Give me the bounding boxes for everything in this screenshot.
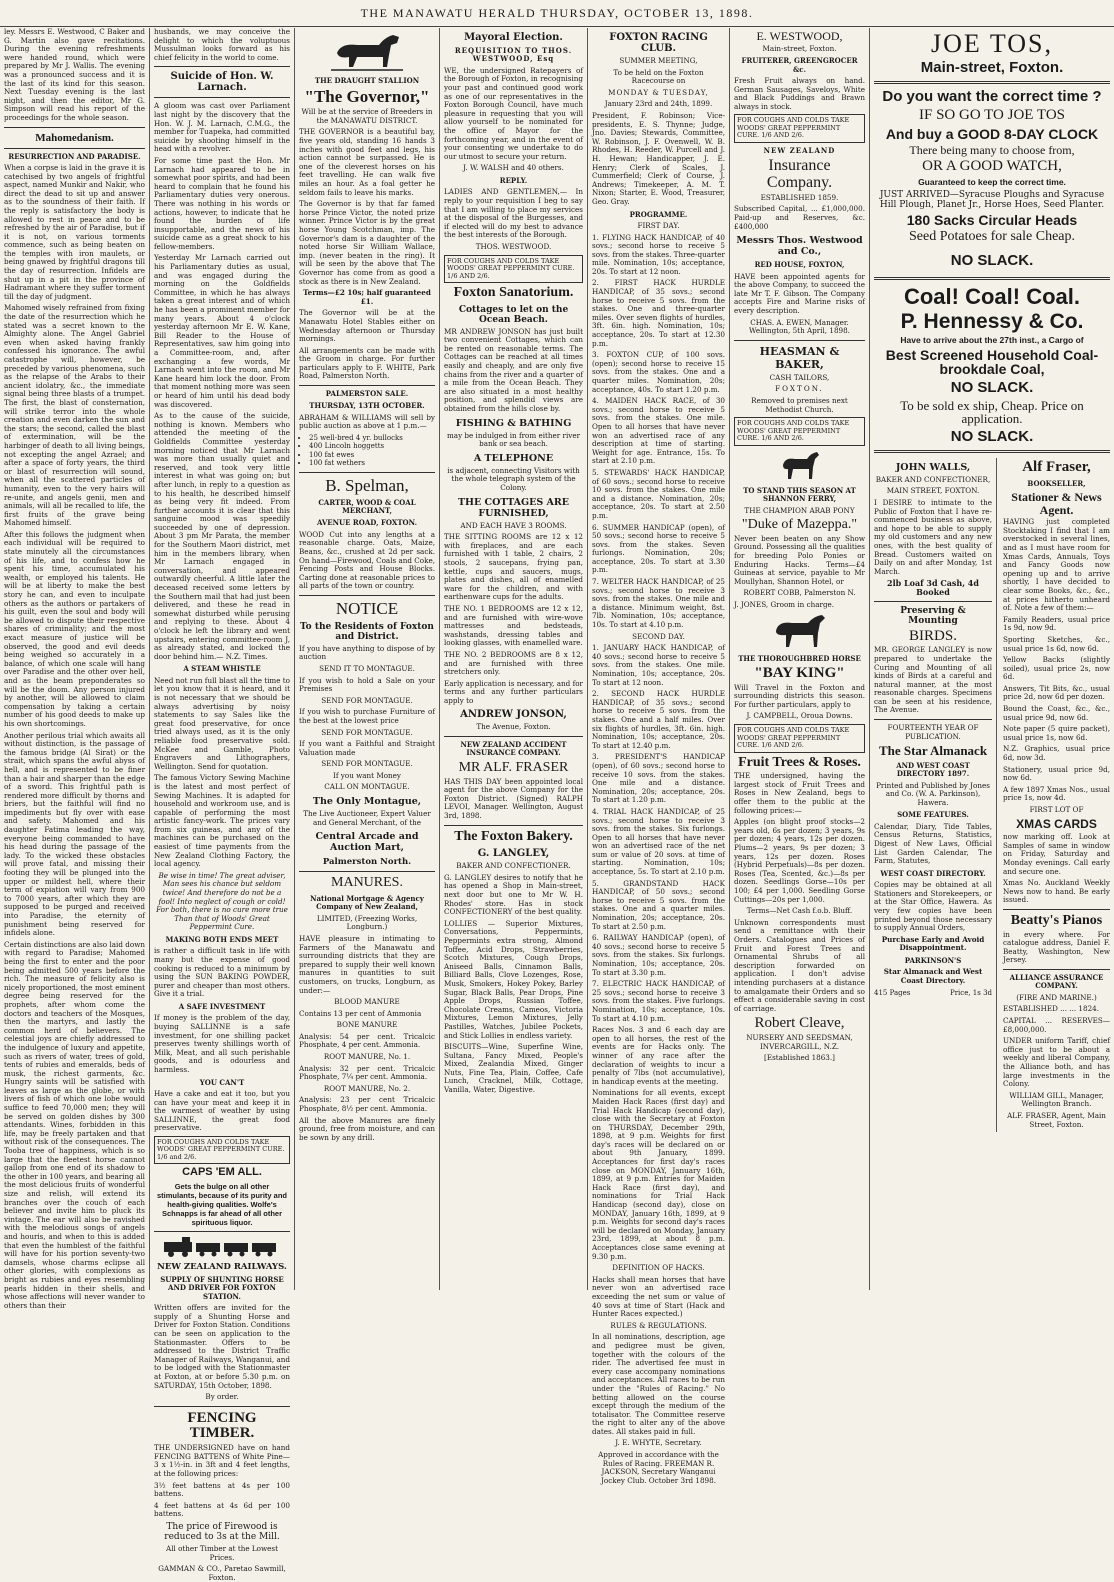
resurrection-subheading: RESURRECTION AND PARADISE. [8,151,141,161]
terms-text: Terms—Net Cash f.o.b. Bluff. [746,906,853,916]
race-event: 2. FIRST HACK HURDLE HANDICAP, of 35 sovs.; second horse to receive 5 sovs. from the stakes. One and three-quarter miles. Over seven flights of hurdles, 3ft. 6in. high. Nomination, 10s; acceptance, 20s. To start at 12.30 p.m. [592,278,725,348]
stallion-heading: THE DRAUGHT STALLION [314,76,420,85]
notice-line: If you wish to hold a Sale on your Premises [299,675,435,694]
thoroughbred-heading: THE THOROUGHBRED HORSE [738,653,861,663]
jonson-name: ANDREW JONSON, [460,709,567,721]
xmas-cards-heading: XMAS CARDS [1016,816,1097,831]
race-event: 6. RAILWAY HANDICAP (open), of 40 sovs.; second horse to receive 5 sovs. from the stakes. Six furlongs. Nomination, 10s; acceptance, 20s. To start at 3.30 p.m. [592,933,725,977]
no-slack: NO SLACK. [950,428,1034,446]
article-paragraph: Mahomed wisely refrained from fixing the date of the resurrection which he stated was a secret known to the Almighty alone. The Angel Gabriel even when asked having frankly confessed his ignorance. The awful catastrophe will, however, be preceded by various phenomena, such as the relapse of the Arabs to their ancient idolatry, &c., the immediate signal being three blasts of a trumpet. The first, the blast of consternation, will strike terror into the whole creation and even darken the sun and the stars; the second, called the blast of extermination, will be the harbinger of death to all living beings, not excepting the angel Azrael; and after a space of forty years, the third or blast of resurrection will sound, when all the scattered particles of humanity, even to the very hairs will re-unite, and angels genii, men and animals, will all be recalled to life, the first fruits of the grave being Mahomed himself. [4,303,145,528]
race-event: 4. MAIDEN HACK RACE, of 30 sovs.; second horse to receive 5 sovs. from the stakes. One mile. Open to all horses that have never won an advertised race of any description at time of starting. Weight for age. Entrance, 15s. To start at 2.10 p.m. [592,396,725,466]
cottages-text: Early application is necessary, and for terms and any further particulars apply to [444,678,583,705]
notice-line: SEND FOR MONTAGUE. [321,727,413,737]
races-note: Races Nos. 3 and 6 each day are open to all horses, the rest of the events are for Hacks only. The winner of any race after the declaration of weights to incur a penalty of 7lbs (not accumulative), in handicap events at the meeting. [592,1025,725,1086]
nma-heading: National Mortgage & Agency Company of New Zealand, [310,893,424,912]
draught-horse-illustration [327,31,407,73]
fruit-text: Fresh Fruit always on hand. German Sausages, Saveloys, White and Black Puddings and Brawn always in stock. [734,76,865,111]
montague-town: Palmerston North. [322,857,412,868]
woods-ad: FOR COUGHS AND COLDS TAKE WOODS' GREAT PEPPERMINT CURE. 1/6 AND 2/6. [734,417,865,446]
manure-text: Analysis: 54 per cent. Tricalcic Phosphate, 4 per cent. Ammonia. [299,1031,435,1050]
established: ESTABLISHED 1859. [760,192,839,202]
spelman-address: AVENUE ROAD, FOXTON. [316,518,418,528]
telephone-heading: A TELEPHONE [473,452,554,464]
definition-text: Hacks shall mean horses that have never won an advertised race exceeding the net sum or value of 40 sovs at time of Start (Hack and Hunter Races expected.) [592,1274,725,1319]
race-event: 1. FLYING HACK HANDICAP, of 40 sovs.; second horse to receive 5 sovs. from the stakes. Three-quarter mile. Nomination, 10s; acceptance, 20s. To start at 12 noon. [592,232,725,276]
column-2 [150,27,295,1582]
thoroughbred-illustration [770,613,830,651]
article-paragraph: If money is the problem of the day, buying SALLINNE is a safe investment, for one shilling packet preserves twenty shillings worth of Milk, Meat, and all such perishable goods, and is odourless and harmless. [154,1013,290,1074]
cottages-text: THE NO. 1 BEDROOMS are 12 x 12, and are furnished with wire-wove mattresses and bedsteads, washstands, dressing tables and looking glasses, with enamelled ware. [444,603,583,648]
requisition-heading: REQUISITION TO THOS. WESTWOOD, Esq [454,46,573,64]
walls-sub: BAKER AND CONFECTIONER, [875,474,991,484]
pony-illustration [777,449,823,483]
alf-item: Sporting Sketches, &c., usual price 1s 6d, now 6d. [1003,634,1110,653]
stationer-heading: Stationer & News Agent. [1011,490,1102,517]
manure-text: Contains 13 per cent of Ammonia [299,1008,422,1018]
fencing-sign: GAMMAN & CO., Paretao Sawmill, Foxton. [158,1564,286,1582]
verse: Be wise in time! The great adviser, Man sees his chance but seldom twice! And therefore do not be a fool! Into neglect of cough or cold! For both, there is no cure more true Than that of Woods' Great Peppermint Cure. [156,870,288,932]
langley-sub: BAKER AND CONFECTIONER. [456,861,571,871]
race-event: 5. STEWARDS' HACK HANDICAP, of 60 sovs.; second horse to receive 10 sovs. from the stakes. One mile and a distance. Nomination, 20s; acceptance, 20s. To start at 2.50 p.m. [592,467,725,520]
woods-ad: FOR COUGHS AND COLDS TAKE WOODS' GREAT PEPPERMINT CURE. 1/6 AND 2/6. [734,724,865,753]
article-paragraph: When a corpse is laid in the grave it is catechised by two angels of frightful aspect, named Munkir and Nakir, who direct the dead to sit up and answer as to the soundness of their faith. If the reply is satisfactory the body is allowed to rest in peace and to be refreshed by the air of Paradise, but if it is not, on various torments commence, such as being beaten on the temples with iron maulets, or being gnawed by frightful dragons till the day of resurrection. Infidels are shut up in a pit in the province of Hadramant where they suffer torment till the day of judgment. [4,162,145,301]
preserving-heading: Preserving & Mounting [900,605,966,626]
article-paragraph: Another perilous trial which awaits all without distinction, is the passage of the famous bridge (Al Sirat) or the strait, which spans the awful abyss of hell, and is represented to be finer than a hair and sharper than the edge of a sword. This frightful path is rendered more difficult by thorns and briers, but the faithful will find no impediments but fly over with ease and safety. Mahomed and his daughter Fatima leading the way, everyone being commanded to have his head during the passage of the lady. To the wicked these obstacles will prove fatal, and missing their footing they will be plunged into the upper or mildest hell, where their term of expiation will vary from 900 to 7000 years, after which they are supposed to be purged and received into Paradise, the eternity of punishment being reserved for infidels alone. [4,730,145,938]
features-text: Calendar, Diary, Tide Tables, Census Returns, Statistics, Digest of New Laws, Official List Garden Calendar, The Farm, Statutes, [874,821,992,866]
walls-address: MAIN STREET, FOXTON. [886,486,980,496]
sale-text: ABRAHAM & WILLIAMS will sell by public auction as above at 1 p.m.— [299,412,435,431]
notice-line: CALL ON MONTAGUE. [324,782,410,792]
sale-item: • 100 fat wethers [309,459,435,467]
rules-text: In all nominations, description, age and pedigree must be given, together with the colours of the rider. The advertised fee must in every case accompany nominations and acceptances. All races to be run under the "Rules of Racing." No betting allowed on the course except through the medium of the totalisator. The Committee reserve the right to alter any of the above dates. All stakes paid in full. [592,1332,725,1436]
beatty-heading: Beatty's Pianos [1010,912,1103,928]
fishing-heading: FISHING & BATHING [455,417,572,429]
mayoral-heading: Mayoral Election. [464,32,563,43]
if-so: IF SO GO TO JOE TOS [918,106,1065,123]
alf-item: Bound the Coast, &c., &c., usual price 9d, now 6d. [1003,704,1110,722]
heasman-sub: CASH TAILORS, [769,372,830,382]
bayking-heading: "BAY KING" [754,664,845,681]
fencing-heading: FENCING TIMBER. [187,1409,257,1442]
article-paragraph: husbands, we may conceive the delight to which the voluptuous Mussulman looks forward as his chief felicity in the world to come. [154,27,290,62]
prices-text: Apples (on blight proof stocks—2 years old, 6s per dozen; 3 years, 9s per dozen; 4 years, 12s per dozen. Plums—2 years, 9s per dozen; 3 years, 12s per dozen. Roses (Hybrid Perpetuals)—8s per dozen. Roses (Tea, Scented, &c.)—8s per dozen. Seedlings Gorse—10s per 100; £4 per 1,000. Seedling Gorse Cuttings—20s per 1,000. [734,817,865,904]
ewen-sign: CHAS. A. EWEN, Manager. Wellington, 5th April, 1898. [749,317,850,336]
summer-text: To be held on the Foxton Racecourse on [613,67,704,86]
first-lot: FIRST LOT OF [1029,805,1084,814]
article-paragraph: Certain distinctions are also laid down with regard to Paradise; Mahomed being the first to enter and the poor being admitted 500 years before the rich. The measure of felicity also is nicely proportioned, the most eminent degree being reserved for the prophets, after whom come the doctors and teachers of the Mosques, then the martyrs, and lastly the common herd of believers. The celestial joys are chiefly addressed to the indulgence of luxury and appetite, such as rivers of water, trees of gold, tents of rubies and emeralds, beds of musk, the richest garments, &c. Hungry saints will be satisfied with leaves as large as the globe, or with livers of fish of which one lobe would suffice to feed 70,000 men; they will be served on golden dishes by 300 attendants. Wines, forbidden in this life, may be freely partaken and that without risk of the consequences. The Tooba tree of happiness, which is so large that the fleetest horse cannot gallop from one end of its shadow to the other in 100 years, and bearing all the most delicious fruits of wonderful size and relish, will extend its branches over the couch of each believer and invite him to pluck its vintage. The ear will also be ravished with the melodious songs of angels and houris, and when to this is added that even the humblest of the faithful will have for his portion seventy-two damsels, whose charms eclipse all other glories, with complexions as bright as rubies and eyes resembling pearls hidden in their shells, and whose affections will never wander to others than their [4,939,145,1310]
arrive-text: Have to arrive about the 27th inst., a Cargo of [900,334,1084,345]
sale-item: • 100 fat ewes [309,451,435,459]
larnach-heading: Suicide of Hon. W. Larnach. [170,71,274,94]
choose-text: There being many to choose from, [909,143,1075,158]
article-paragraph: Have a cake and eat it too, but you can have your meat and keep it in the warmest of weather by using SALLINNE, the great food preservative. [154,1088,290,1133]
masthead [0,0,1114,27]
alliance-heading: ALLIANCE ASSURANCE COMPANY. [1009,973,1104,991]
train-illustration [162,1236,282,1258]
definition-heading: DEFINITION OF HACKS. [612,1263,705,1273]
mazeppa-text: Never been beaten on any Show Ground. Possessing all the qualities for breeding Polo Ponies or Enduring Hacks. Terms—£4 Guineas at service, payable to Mr Moullyhan, Shannon Hotel, or [734,533,865,586]
fencing-price: 3½ feet battens at 4s per 100 battens. [154,1480,290,1499]
pages-count: 415 Pages [874,988,911,997]
manure-name: BLOOD MANURE [334,997,400,1007]
sold-text: To be sold ex ship, Cheap. Price on application. [900,397,1084,427]
redhouse-text: HAVE been appointed agents for the above Company, to succeed the late Mr T. F. Gibson. The Company accepts Fire and Marine risks of every description. [734,271,865,316]
spelman-text: WOOD Cut into any lengths at a reasonable charge. Oats, Maize, Beans, &c., crushed at 2d per sack. On hand—Firewood, Coals and Coke, Fencing Posts and House Blocks. Carting done at reasonable prices to all parts of the town or country. [299,529,435,591]
alf-item: Answers, Tit Bits, &c., usual price 2d, now 6d per dozen. [1003,683,1110,702]
bayking-text: Will Travel in the Foxton and surrounding districts this season. For further particulars, apply to [734,682,865,709]
cottages-heading: THE COTTAGES ARE FURNISHED, [457,496,570,519]
notice-line: SEND FOR MONTAGUE. [321,695,413,705]
coal-heading: Coal! Coal! Coal. [903,283,1080,309]
alf-item: Yellow Backs (slightly soiled), usual price 2s, now 6d. [1003,655,1110,682]
manure-text: Analysis: 32 per cent. Tricalcic Phosphate, 7¼ per cent. Ammonia. [299,1063,435,1082]
accident-insurance-heading: NEW ZEALAND ACCIDENT INSURANCE COMPANY. [460,740,567,758]
spelman-sub: CARTER, WOOD & COAL MERCHANT, [318,497,416,515]
notice-sub: To the Residents of Foxton and District. [300,621,434,642]
notice-heading: NOTICE [335,598,399,618]
cottages-sub: AND EACH HAVE 3 ROOMS. [460,520,567,530]
watch-text: OR A GOOD WATCH, [922,157,1062,174]
no-slack: NO SLACK. [950,251,1034,269]
stallion-terms: Terms—£2 10s; half guaranteed £1. [303,288,431,306]
arrived-text: JUST ARRIVED—Syracuse Ploughs and Syracuse Hill Plough, Planet Jr., Horse Hoes, Seed Planter. [879,189,1105,210]
mahomedanism-heading: Mahomedanism. [35,131,114,144]
correct-time: Do you want the correct time ? [882,88,1102,106]
jonson-address: The Avenue, Foxton. [476,722,551,732]
mazeppa-heading: "Duke of Mazeppa." [741,517,858,533]
race-event: 7. ELECTRIC HACK HANDICAP, of 25 sovs.; second horse to receive 3 sovs. from the stakes. Five furlongs. Nomination, 10s; acceptance, 10s. To start at 4.10 p.m. [592,979,725,1023]
alf-item: Family Readers, usual price 1s 9d, now 9d. [1003,614,1110,633]
alliance-established: ESTABLISHED ... ... 1824. [1003,1004,1099,1014]
guaranteed-text: Guaranteed to keep the correct time. [918,176,1066,187]
fencing-price: 4 feet battens at 4s 6d per 100 battens. [154,1500,290,1519]
alliance-sub: (FIRE AND MARINE.) [1016,992,1097,1002]
race-event: 6. SUMMER HANDICAP (open), of 50 sovs.; second horse to receive 5 sovs. from the stakes. Seven furlongs. Nomination, 20s; acceptance, 20s. To start at 3.30 p.m. [592,522,725,575]
article-paragraph: is rather a difficult task in life with many but the expense of good cooking is reduced to a minimum by using the SUN BAKING POWDER, purer and cheaper than most others. Give it a trial. [154,946,290,999]
westwood-name: E. WESTWOOD, [756,29,843,43]
stallion-text: All arrangements can be made with the Groom in charge. For further particulars apply to F. WHITE, Park Road, Palmerston North. [299,345,435,381]
column-7 [870,28,1114,1290]
race-event: 1. JANUARY HACK HANDICAP, of 40 sovs.; second horse to receive 5 sovs. from the stakes. One mile. Nomination, 10s; acceptance, 20s. To start at 12 noon. [592,643,725,687]
notice-line: SEND FOR MONTAGUE. [321,759,413,769]
programme-heading: PROGRAMME. [629,209,688,219]
sanatorium-heading: Foxton Sanatorium. [453,285,574,300]
biscuits-text: BISCUITS—Wine, Superfine Wine, Sultana, Fancy Mixed, People's Mixed, Zealandia Mixed, Ginger Nuts, Fine Tea, Plain, Coffee, Cafe Lunch, Cracknel, Milk, Cottage, Vanilla, Water, Digestive. [444,1042,583,1095]
you-cant-heading: YOU CAN'T [199,1077,245,1087]
alf-text: HAVING just completed Stocktaking I find that I am overstocked in several lines, and as I must have room for Xmas Cards, Annuals, Toys and Fancy Goods now opening up and to arrive shortly, I have decided to clear some Books, &c., &c., at prices hitherto unheard of. Note a few of them:— [1003,517,1110,613]
column-5 [588,28,730,1485]
railways-sub: SUPPLY OF SHUNTING HORSE AND DRIVER FOR FOXTON STATION. [160,1274,284,1301]
campbell-sign: J. CAMPBELL, Oroua Downs. [746,711,853,721]
stallion-intro: Will be at the service of Breeders in the MANAWATU DISTRICT. [301,107,433,125]
sale-item: • 25 well-bred 4 yr. bullocks [309,434,435,442]
groom-text: J. JONES, Groom in charge. [734,599,835,609]
notice-line: If you want Money [333,770,401,780]
westwood-address: Main-street, Foxton. [762,43,837,53]
race-event: 3. FOXTON CUP, of 100 sovs. (open); second horse to receive 15 sovs. from the stakes. One and a quarter miles. Nomination, 20s; acceptance, 40s. To start 1.20 p.m. [592,350,725,394]
woods-ad: FOR COUGHS AND COLDS TAKE WOODS' GREAT PEPPERMINT CURE. 1/6 AND 2/6. [444,255,583,284]
cobb-sign: ROBERT COBB, Palmerston N. [743,588,856,598]
arab-text: THE CHAMPION ARAB PONY [744,505,855,515]
heasman-town: FOXTON. [775,384,824,394]
messrs-heading: Messrs Thos. Westwood and Co., [736,235,863,258]
bookseller-heading: BOOKSELLER, [1027,478,1086,488]
parkinsons-heading: PARKINSON'S [904,956,962,966]
beatty-text: in every where. For catalogue address, Daniel F. Beatty, Washington, New Jersey. [1003,929,1110,965]
red-house: RED HOUSE, FOXTON, [754,260,845,270]
safe-investment-heading: A SAFE INVESTMENT [178,1001,266,1011]
alf-heading: Alf Fraser, [1022,458,1091,475]
cottages-text: THE SITTING ROOMS are 12 x 12 with fireplaces, and are each furnished with 1 table, 2 chairs, 2 stools, 2 saucepans, frying pan, kettle, cups and saucers, mugs, plates and dishes, all of enamelled ware for the children, and with earthenware cups for the adults. [444,532,583,602]
cottages-text: THE NO. 2 BEDROOMS are 8 x 12, and are furnished with three stretchers only. [444,649,583,677]
race-event: 2. SECOND HACK HURDLE HANDICAP, of 35 sovs.; second horse to receive 5 sovs. from the stakes. One and a half miles. Over six flights of hurdles, 3ft. 6in. high. Nomination, 10s; acceptance, 20s. To start at 12.40 p.m. [592,689,725,750]
sanatorium-text: MR ANDREW JONSON has just built two convenient Cottages, which can be rented on reasonable terms. The Cottages can be reached at all times easily and cheaply, and are only five chains from the river and a quarter of a mile from the Ocean Beach. They are also situated in a most healthy position, and splendid views are obtained from the hills close by. [444,326,583,414]
manure-text: Analysis: 23 per cent Tricalcic Phosphate, 8½ per cent. Ammonia. [299,1095,435,1114]
star-almanack: Star Almanack and West Coast Directory. [883,967,983,986]
heasman-heading: HEASMAN & BAKER, [759,344,840,371]
fruiterer-heading: FRUITERER, GREENGROCER &c. [741,56,858,74]
montague-text: The Live Auctioneer, Expert Valuer and General Merchant, of the [303,809,431,827]
stallion-text: THE GOVERNOR is a beautiful bay, five years old, standing 16 hands 3 inches with good feet and legs, his action cannot be surpassed. He is one of the cleverest horses on his feet travelling. He can walk five miles an hour. As a foal getter he seldom fails to leave his marks. [299,127,435,197]
sanatorium-sub: Cottages to let on the Ocean Beach. [458,304,569,325]
masthead-text: THE MANAWATU HERALD THURSDAY, OCTOBER 13, 1898. [360,5,754,20]
first-day-heading: FIRST DAY. [637,220,680,230]
fruittrees-text: THE undersigned, having the largest stock of Fruit Trees and Roses in New Zealand, begs to offer them to the public at the following prices:— [734,771,865,815]
features-heading: SOME FEATURES. [897,810,969,820]
sale-list [309,434,435,468]
alf-agent: ALF. FRASER, Agent, Main Street, Foxton. [1007,1110,1106,1129]
requisition-text: WE, the undersigned Ratepayers of the Borough of Foxton, in recognising your past and continued good work as one of our representatives in the Foxton Borough Council, have much pleasure in requesting that you will allow yourself to be nominated for the office of Mayor for the forthcoming year, and in the event of your consenting we undertake to do our utmost to secure your return. [444,65,583,161]
walls-heading: JOHN WALLS, [895,461,971,473]
insurance-heading: Insurance Company. [766,157,833,192]
sale-item: • 400 Lincoln hoggetts [309,442,435,450]
heasman-text: Removed to premises next Methodist Church. [751,396,848,414]
langley-name: G. LANGLEY, [477,848,550,860]
article-paragraph: Need not run full blast all the time to let you know that it is heard, and it is not necessary that we should be always advertising by noisy statements to say Sales like the great food preservative, for once tried always used, as it is the only reliable food preservative sold. McKee and Gamble, Photo Engravers and Lithographers, Wellington. Send for quotation. [154,675,290,771]
almanack-sub: AND WEST COAST DIRECTORY 1897. [896,760,970,779]
bakery-heading: The Foxton Bakery. [454,828,573,844]
joetos-address: Main-street, Foxton. [920,59,1064,77]
alf-item: Note paper (5 quire packet), usual price 1s, now 6d. [1003,724,1110,742]
stand-heading: TO STAND THIS SEASON AT SHANNON FERRY, [743,485,856,504]
capital-text: Subscribed Capital, ... £1,000,000. Paid-up and Reserves, &c. £400,000 [734,204,865,231]
fishing-text: may be indulged in from either river bank or sea beach. [446,430,581,449]
telephone-text: is adjacent, connecting Visitors with the whole telegraph system of the Colony. [447,465,580,492]
secretary-sign: J. E. WHYTE, Secretary. [615,1438,702,1448]
race-event: 4. TRIAL HACK HANDICAP, of 25 sovs.; second horse to receive 3 sovs. from the stakes. Six furlongs. Open to all horses that have never won an advertised race of the net sum or value of 20 sovs. at time of starting. Nomination, 10s; acceptance, 5s. To start at 2.10 p.m. [592,806,725,877]
no-slack: NO SLACK. [950,379,1034,397]
requisition-sign: J. W. WALSH and 40 others. [463,163,564,173]
almanack-price: Price, 1s 3d [949,988,992,997]
sale-date: THURSDAY, 13TH OCTOBER. [309,401,425,411]
cleave-est: [Established 1863.] [764,1053,835,1063]
railways-text: Written offers are invited for the supply of a Shunting Horse and Driver for Foxton Station. Conditions can be seen on application to the Stationmaster. Offers to be addressed to the District Traffic Manager of Railways, Wanganui, and to be lodged with the Stationmaster at Foxton, at or before 5.30 p.m. on SATURDAY, 15th October, 1898. [154,1303,290,1390]
fruit-trees-heading: Fruit Trees & Roses. [738,754,861,770]
firewood-text: The price of Firewood is reduced to 3s at the Mill. [164,1521,280,1542]
notice-line: If you have anything to dispose of by auction [299,643,435,662]
alf-item: N.Z. Graphics, usual price 6d, now 3d. [1003,744,1110,763]
montague-big: Central Arcade and Auction Mart, [315,831,419,854]
reply-text: LADIES AND GENTLEMEN,— In reply to your requisition I beg to say that I am willing to place my services at the disposal of the Burgesses, and if elected will do my best to advance the best interests of the Borough. [444,187,583,240]
woods-ad: FOR COUGHS AND COLDS TAKE WOODS' GREAT PEPPERMINT CURE. 1/6 and 2/6. [154,1136,290,1165]
birds-text: MR. GEORGE LANGLEY is now prepared to undertake the Curing and Mounting of all kinds of Birds at a careful and natural manner, at the most reasonable charges. Specimens can be seen at his residence, The Avenue. [874,645,992,715]
fencing-other: All other Timber at the Lowest Prices. [166,1543,278,1562]
gill-sign: WILLIAM GILL, Manager, Wellington Branch. [1009,1090,1104,1109]
fencing-text: THE UNDERSIGNED have on hand FENCING BATTENS of White Pine—3 x 1½-in. in 3ft and 4 feet lengths, at the following prices: [154,1443,290,1478]
steam-whistle-heading: A STEAM WHISTLE [183,664,261,674]
almanack-heading: The Star Almanack [878,743,988,759]
directory-heading: WEST COAST DIRECTORY. [880,868,986,878]
caps-heading: CAPS 'EM ALL. [182,1166,262,1179]
manure-name: ROOT MANURE, No. 2. [323,1083,411,1093]
langley-text: G. LANGLEY desires to notify that he has opened a Shop in Main-street, next door but one to Mr W. H. Rhodes' store. Has in stock CONFECTIONERY of the best quality. [444,872,583,917]
nz-heading: NEW ZEALAND [763,145,836,155]
column-6 [730,28,870,1290]
racing-heading: FOXTON RACING CLUB. [609,32,708,54]
xmas-text: Xmas No. Auckland Weekly News now to hand. Be early issued. [1003,878,1110,905]
fraser-text: HAS THIS DAY been appointed local agent for the above Company for the Foxton District. (Signed) RALPH LEVOI, Manager. Wellington, August 3rd, 1898. [444,776,583,820]
nominations-text: Nominations for all events, except Maiden Hack Races (first day) and Trial Hack Handicap (second day), close with the Secretary at Foxton on THURSDAY, December 29th, 1898, at 9 p.m. Weights for first day's races will be declared on or about 9th January, 1899. Acceptances for first day's races close on MONDAY, January 16th, 1899, at 9 p.m. Entries for Maiden Hack Race (first day), and nominations for Trial Hack Handicap (second day), close on MONDAY, January 16th, 1899, at 9 p.m. Weights for second day's races will be declared on Monday, January 23rd, 1899, at about 8 p.m. Acceptances close same evening at 9.30 p.m. [592,1088,725,1261]
railways-heading: NEW ZEALAND RAILWAYS. [157,1261,287,1272]
notice-line: If you wish to purchase Furniture of the best at the lowest price [299,707,435,725]
stallion-text: The Governor will be at the Manawatu Hotel Stables either on Wednesday afternoon or Thursday mornings. [299,308,435,344]
stallion-text: The Governor is by that far famed horse Prince Victor, the noted prize winner. Prince Victor is by the great horse Young Scotchman, imp. The Governor's dam is a daughter of the noted horse Sir William Wallace, imp. (never beaten in the ring). It will be seen by the above that The Governor has come from as good a stock as there is in New Zealand. [299,199,435,286]
rules-heading: RULES & REGULATIONS. [610,1320,707,1330]
fourteenth-year: FOURTEENTH YEAR OF PUBLICATION. [887,723,979,741]
reply-sign: THOS. WESTWOOD. [475,241,552,251]
almanack-publisher: Printed and Published by Jones and Co. (W. A. Parkinson), Hawera. [876,780,990,807]
unknown-text: Unknown correspondents must send a remittance with their Orders. Catalogues and Prices of Fruit and Forest Trees and Ornamental Shrubs of all description forwarded on application. I don't advise intending purchasers at a distance to amalgamate their Orders and so effect a considerable saving in cost of carriage. [734,917,865,1013]
purchase-text: Purchase Early and Avoid Disappointment. [881,934,985,953]
article-paragraph: After this follows the judgment when each individual will be required to state minutely all the circumstances of his life, and to confess how he spent his time, accumulated his wealth, or employed his talents. He will be at liberty to make the best story he can, and even to inculpate others as the authors or partakers of his guilt, even the soul and body will be allowed to dispute their respective shares of criminality; and the most exact measure of justice will be observed, the good and evil deeds being weighed so accurately in a balance, of which one scale will hang over Paradise and the other over hell, and as the beam preponderates so will be the doom. Any person injured by another, will be allowed to claim compensation by taking a certain number of his good deeds to make up his own shortcomings. [4,529,145,728]
column-1 [0,27,150,1310]
officials-text: President, F. Robinson; Vice-presidents, E. S. Thynne; Judge, Jno. Davies; Stewards, Committee, W. Robinson, J. F. Ovenwell, W. B. Rhodes, H. Reeder, W. Purcell and J. H. Hewan; Handicapper, J. E. Henry; Clerk of Scales, J. Cummerfield; Clerk of Course, J. Andrews; Timekeeper, A. M. T. Nixon; Starter, E. Wood, Treasurer, Geo. Gray. [592,110,725,206]
screened-text: Best Screened Household Coal- brookdale Coal, [885,346,1099,378]
article-paragraph: Yesterday Mr Larnach carried out his Parliamentary duties as usual, and was engaged during the morning on the Goldfields Committee, in which he has always taken a great interest and of which he has been a prominent member for many years. About 4 o'clock yesterday afternoon Mr E. W. Kane, Bill Reader to the House of Representatives, saw him going into a Committee-room, and, after exchanging a few words, Mr Larnach went into the room, and Mr Kane heard him lock the door. From that moment nothing more was seen or heard of him until his dead body was discovered. [154,253,290,409]
fraser-heading: MR ALF. FRASER [458,759,569,775]
sale-heading: PALMERSTON SALE. [325,389,409,399]
cleave-heading: Robert Cleave, [754,1015,845,1032]
alf-item: Stationery, usual price 9d, now 6d. [1003,764,1110,783]
ends-meet-heading: MAKING BOTH ENDS MEET [165,935,279,944]
stallion-name: "The Governor," [304,87,430,107]
column-1-intro: ley. Messrs E. Westwood, C Baker and G. Martin also gave recitations. During the evening refreshments were handed round, which were prepared by Mr J. Wallis. The evening was a pronounced success and it is the last of its kind for this season. Next Tuesday evening is the last night, and then the editor, Mr G. Simpson will read his report of the proceedings for the whole season. [4,27,145,122]
railways-sign: By order. [205,1392,239,1402]
manure-name: ROOT MANURE, No. 1. [323,1052,411,1062]
alf-item: A few 1897 Xmas Nos., usual price 1s, now 4d. [1003,784,1110,803]
article-paragraph: As to the cause of the suicide, nothing is known. Members who attended the meeting of the Goldfields Committee yesterday morning noticed that Mr Larnach was more than usually quiet and reserved, and took very little interest in what was going on; but after lunch, in reply to a question as to his health, he described himself as being very fit indeed. From further accounts it is clear that this sanguine mood was speedily succeeded by one of depression. About 3 pm Mr Parata, the member for the Southern Maori district, met him in the members library, when Mr Larnach engaged in conversation, and appeared outwardly cheerful. A little later the deceased received some letters by the Southern mail that had just been delivered, and these he read in somewhat disturbed while perusing and replying to these. About 4 o'clock he left the library and went upstairs, entering committee-room J, as already stated, and locked the door behind him.— N.Z. Times. [154,411,290,661]
clock-text: And buy a GOOD 8-DAY CLOCK [885,125,1099,142]
lollies-text: LOLLIES — Superior Mixtures, Conversations, Peppermints, Peppermints extra strong, Almond Toffee, Acid Drops, Strawberries, Scotch Mixtures, Cough Drops, Aniseed Balls, Cinnamon Balls, Billiard Balls, Clove Lozenges, Rose, Musk, Smokers, Hokey Pokey, Barley Sugar, Black Balls, Pear Drops, Pine Apple Drops, Russian Toffee, Chocolate Creams, Cameos, Victoria Mixtures, Lemon Mixtures, Jelly Pastilles, Watches, Jubilee Pockets, and Stick Lollies in endless variety. [444,918,583,1040]
hennessy-heading: P. Hennessy & Co. [900,309,1084,333]
directory-text: Copies may be obtained at all Stationers and Storekeepers, or at the Star Office, Hawera. As very few copies have been printed beyond those necessary to supply Annual Orders, [874,880,992,933]
birds-heading: BIRDS. [909,627,957,644]
column-3 [295,28,440,1290]
manure-name: BONE MANURE [336,1020,398,1030]
race-dates: January 23rd and 24th, 1899. [604,99,713,109]
race-event: 5. GRANDSTAND HACK HANDICAP, of 50 sovs.; second horse to receive 5 sovs. from the stakes. One and a quarter miles. Nomination, 20s; acceptance, 20s. To start at 2.50 p.m. [592,878,725,931]
article-paragraph: For some time past the Hon. Mr Larnach had appeared to be in somewhat poor spirits, and had been heard to complain that he found his Parliamentary duties very onerous. There was nothing in his words or actions, however, to indicate that he found the burden of life insupportable, and the news of his suicide came as a great shock to his fellow-members. [154,155,290,251]
column-4 [440,28,588,1290]
nma-text: HAVE pleasure in intimating to Farmers of the Manawatu and surrounding districts that they are prepared to supply their well known manures in quantities to suit customers, on trucks, Longburn, as under:— [299,933,435,995]
notice-line: SEND IT TO MONTAGUE. [319,663,415,673]
woods-ad: FOR COUGHS AND COLDS TAKE WOODS' GREAT PEPPERMINT CURE. 1/6 AND 2/6. [734,114,865,143]
xmas-text: now marking off. Look at Samples of same in window on Friday, Saturday and Monday evenings. Call early and secure one. [1003,832,1110,876]
race-event: 3. PRESIDENT'S HANDICAP (open), of 60 sovs.; second horse to receive 10 sovs. from the stakes. One mile and a distance. Nomination, 20s; acceptance, 20s. To start at 1.20 p.m. [592,752,725,805]
alliance-capital: CAPITAL ... RESERVES— £8,000,000. [1003,1016,1110,1034]
sacks-text: 180 Sacks Circular Heads [906,211,1078,228]
loaf-price: 2lb Loaf 3d Cash, 4d Booked [887,578,979,597]
walls-text: I DESIRE to intimate to the Public of Foxton that I have re-commenced business as above, and hope to be able to supply my old customers and any new ones, with the best quality of Bread. Customers waited on Daily on and after Monday, 1st March. [874,498,992,576]
manures-heading: MANURES. [331,875,403,891]
alliance-text: UNDER uniform Tariff, chief office just to be about a weekly and liberal Company, the Alliance both, and has large investments in the Colony. [1003,1036,1110,1089]
reply-heading: REPLY. [499,175,528,185]
summer-heading: SUMMER MEETING, [619,56,698,65]
cleave-sub: NURSERY AND SEEDSMAN, INVERCARGILL, N.Z. [746,1033,853,1051]
approved-text: Approved in accordance with the Rules of Racing. FREEMAN R. JACKSON, Secretary Wanganui Jockey Club. October 3rd 1898. [598,1450,719,1485]
joetos-heading: JOE TOS, [931,29,1053,58]
seed-text: Seed Potatoes for sale Cheap. [908,229,1075,245]
montague-heading: The Only Montague, [312,796,422,808]
caps-text: Gets the bulge on all other stimulants, because of its purity and health-giving qualities. Wolfe's Schnapps is far ahead of all other spirituous liquor. [156,1181,288,1227]
race-days: MONDAY & TUESDAY, [608,87,709,97]
spelman-heading: B. Spelman, [325,475,409,495]
article-paragraph: A gloom was cast over Parliament last night by the discovery that the Hon. W. J. M. Larnach, C.M.G., the member for Tuapeka, had committed suicide by shooting himself in the head with a revolver. [154,101,290,154]
manure-text: All the above Manures are finely ground, free from moisture, and can be sown by any drill. [299,1115,435,1142]
race-event: 7. WELTER HACK HANDICAP, of 25 sovs.; second horse to receive 3 sovs. from the stakes. One mile and a distance. Minimum weight, 8st. 7lb. Nomination, 10s; acceptance, 10s. To start at 4.10 p.m. [592,577,725,630]
nma-sub: LIMITED, (Freezing Works, Longburn.) [316,913,418,932]
notice-line: If you want a Faithful and Straight Valuation made [299,739,435,757]
article-paragraph: The famous Victory Sewing Machine is the latest and most perfect of Sewing Machines. It is adapted for household and workroom use, and is capable of performing the most artistic fancy-work. The prices vary from six guineas, and any of the machines can be purchased on the easiest of time payments from the New Zealand Clothing Factory, the local agency. [154,773,290,869]
second-day-heading: SECOND DAY. [632,631,685,641]
